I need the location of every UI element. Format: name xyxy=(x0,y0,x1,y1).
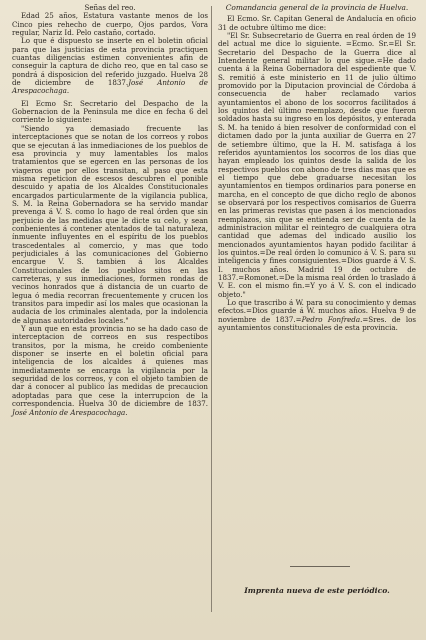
transcription-tail: =Sres. de los ayuntamientos constitucionales de esta provincia. xyxy=(218,314,416,333)
transcription-signature: Pedro Fonfreda. xyxy=(301,314,363,324)
left-column xyxy=(12,4,208,417)
capture-order-paragraph xyxy=(12,37,208,95)
province-note-text: Y aun que en esta provincia no se ha dado caso de interceptacion de correos en sus respectibos transitos, por la misma, he creido combeniente disponer se inserte en el boletin oficial para inteligencia de los alcaldes á quienes mas inmediatamente se encarga la vigilancia por la seguridad de los correos, y con el objeto tambien de dar á conocer al publico las medidas de precaucion adoptadas para que cese la interrupcion de la correspondencia. Huelva 30 de diciembre de 1837. xyxy=(12,324,208,409)
reo-description: Edad 25 años, Estatura vastante menos de los Cinco pies rehecho de cuerpo, Ojos pardos, Vora regular, Nariz Id. Pelo castaño, cortado. xyxy=(12,11,208,38)
gobernacion-intro: El Ecmo Sr. Secretario del Despacho de la Gobernacion de la Peninsula me dice en fecha 6 del corriente lo siguiente: xyxy=(12,98,208,125)
imprint-line: Imprenta nueva de este periódico. xyxy=(244,586,390,595)
capture-order-signature: José Antonio de Arespacochaga. xyxy=(12,78,208,96)
royal-order-quote: "Siendo ya demasiado frecuente las interceptaciones que se notan de los correos y robos que se ejecutan á las inmediaciones de los pueblos de esa provincia y muy lamentables los malos tratamientos que se egercen en las personas de los viageros que por ellos transitan, al paso que esta misma repeticion de escesos descubren el ponible descuido y apatia de los Alcaldes Constitucionales encargados particularmente de la vigilancia publica, S. M. la Reina Gobernadora se ha servido mandar prevenga á V. S. como lo hago de real órden que sin perjuicio de las medidas que le dicte su celo, y sean conbenientes á contener atentados de tal naturaleza, ínmuente influyentes en el espíritu de los pueblos trascedentales al comercio, y mas que todo perjudiciales á las comunicaciones del Gobierno encargue V. S. tambien á los Alcaldes Constitucionales de los pueblos sitos en las carreteras, y sus inmediaciones, formen rondas de vecinos honrados que á distancia de un cuarto de legua ó media recorran frecuentemente y crucen los transitos para impedir así los males que ocasionan la audacia de los criminales alentada, por la indolencia de algunas autoridades locales." xyxy=(12,123,208,325)
captain-general-intro: El Ecmo. Sr. Capitan General de Andalucía en oficio 31 de octubre último me dice: xyxy=(218,14,416,32)
transcription-paragraph xyxy=(218,299,416,332)
transcription-text: Lo que trascribo á W. para su conocimiento y demas efectos.=Dios guarde á W. muchos años. Huelva 9 de noviembre de 1837.= xyxy=(218,298,416,324)
right-column xyxy=(218,4,416,332)
province-note-signature: José Antonio de Arespacochaga. xyxy=(12,407,128,417)
reo-features-title: Señas del reo. xyxy=(84,3,136,12)
capture-order-text: Lo que é dispuesto se inserte en el boletin oficial para que las justicias de esta provincia practiquen cuantas diligencias estimen convenientes afin de conseguir la captura de dicho reo, que en tal caso se pondrá á disposicion del referido juzgado. Huelva 28 de diciembre de 1837. xyxy=(12,36,208,88)
closing-rule xyxy=(290,566,350,567)
war-order-quote: "El Sr. Subsecretario de Guerra en real órden de 19 del actual me dice lo siguiente. =Ecmo. Sr.=El Sr. Secretario del Despacho de la Guerra dice al Intendente general militar lo que sigue.=He dado cuenta á la Reina Gobernadora del espediente que V. S. remitió á este ministerio en 11 de julio último promovido por la Diputacion provincial de Córdoba á consecuencia de haber reclamado varios ayuntamientos el abono de los socorros facilitados á los quintos del último reemplazo, desde que fueron soldados hasta su ingreso en los depósitos, y enterada S. M. ha tenido á bien resolver de conformidad con el dictamen dado por la junta auxiliar de Guerra en 27 de setiembre último, que la H. M. satisfaga á los referidos ayuntamientos los socorros de los dias que hayan empleado los quintos desde la salida de los respectivos pueblos con abono de tres dias mas que es el tiempo que debe graduarse necesitan los ayuntamientos en tiempos ordinarios para ponerse en marcha, en el concepto de que dicho reglo de abonos se observará por los respectivos comisarios de Guerra en las primeras revistas que pasen á los mencionados reemplazos, sin que se entienda ser de cuenta de la administracion militar el reintegro de cualquiera otra cantidad que ademas del indicado ausilio los mencionados ayuntamientos hayan podido facilitar á los quintos.=De real órden lo comunico á V. S. para su inteligencia y fines consiguientes.=Dios guarde á V. S. I. muchos años. Madrid 19 de octubre de 1837.=Romonet.=De la misma real órden lo traslado á V. E. con el mismo fin.=Y yo á V. S. con el indicado objeto." xyxy=(218,31,416,299)
province-note-paragraph xyxy=(12,325,208,417)
column-divider xyxy=(211,6,212,612)
section-heading: Comandancia general de la provincia de Huelva. xyxy=(225,3,409,12)
